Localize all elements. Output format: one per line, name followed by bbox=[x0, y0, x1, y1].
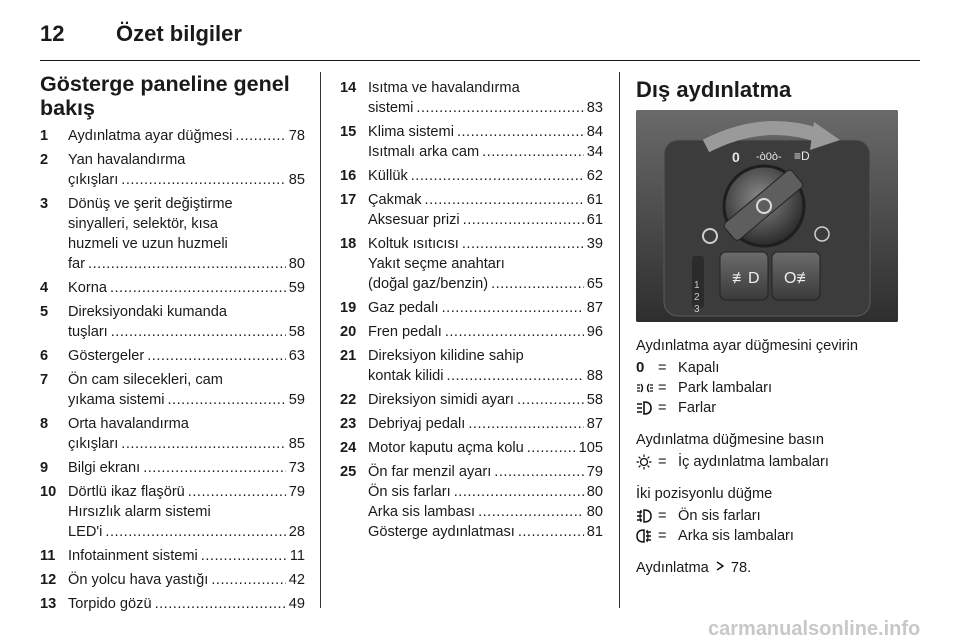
toc-item-label: Yakıt seçme anahtarı bbox=[368, 256, 505, 272]
toc-item-number: 18 bbox=[340, 236, 357, 252]
svg-text:2: 2 bbox=[694, 292, 700, 303]
toc-entry bbox=[340, 122, 603, 162]
overview-title: Gösterge paneline genel bakış bbox=[40, 72, 290, 120]
toc-item-number: 20 bbox=[340, 324, 357, 340]
light-switch-photo bbox=[636, 110, 898, 322]
toc-entry bbox=[40, 126, 305, 146]
toc-item-number: 10 bbox=[40, 484, 57, 500]
toc-line bbox=[68, 126, 305, 146]
toc-entry bbox=[40, 570, 305, 590]
toc-line bbox=[368, 298, 603, 318]
front-fog-icon bbox=[636, 509, 658, 523]
toc-page-number: 73 bbox=[288, 460, 305, 476]
watermark: carmanualsonline.info bbox=[708, 618, 921, 640]
overview-column-1 bbox=[40, 72, 305, 618]
toc-item-label: Ön far menzil ayarı bbox=[368, 464, 492, 480]
toc-item-number: 25 bbox=[340, 464, 357, 480]
toc-page-number: 65 bbox=[586, 276, 603, 292]
toc-item-number: 19 bbox=[340, 300, 357, 316]
toc-entry bbox=[40, 194, 305, 274]
parking-lights-icon bbox=[636, 382, 658, 394]
dot-leader bbox=[155, 594, 286, 614]
toc-page-number: 79 bbox=[288, 484, 305, 500]
dot-leader bbox=[491, 274, 584, 294]
dot-leader bbox=[411, 166, 584, 186]
toc-page-number: 78 bbox=[288, 128, 305, 144]
switch-position-headlights: = Farlar bbox=[636, 398, 920, 418]
toc-item-label: (doğal gaz/benzin) bbox=[368, 276, 489, 292]
toc-line bbox=[68, 170, 305, 190]
dot-leader bbox=[468, 414, 583, 434]
front-fog-item: = Ön sis farları bbox=[636, 506, 920, 526]
toc-line bbox=[368, 502, 603, 522]
toc-entry bbox=[340, 390, 603, 410]
toc-page-number: 79 bbox=[586, 464, 603, 480]
dot-leader bbox=[446, 366, 583, 386]
toc-item-label: Dörtlü ikaz flaşörü bbox=[68, 484, 185, 500]
toc-entry bbox=[40, 546, 305, 566]
toc-item-number: 3 bbox=[40, 196, 49, 212]
toc-item-label: çıkışları bbox=[68, 172, 119, 188]
dot-leader bbox=[201, 546, 287, 566]
toc-item-label: Aydınlatma ayar düğmesi bbox=[68, 128, 233, 144]
toc-item-number: 15 bbox=[340, 124, 357, 140]
toc-item-label: Direksiyon simidi ayarı bbox=[368, 392, 514, 408]
toc-item-label: sistemi bbox=[368, 100, 414, 116]
toc-line bbox=[68, 346, 305, 366]
toc-item-label: Gösterge aydınlatması bbox=[368, 524, 515, 540]
toc-page-number: 61 bbox=[586, 212, 603, 228]
toc-line bbox=[368, 414, 603, 434]
toc-page-number: 80 bbox=[586, 484, 603, 500]
toc-item-number: 6 bbox=[40, 348, 49, 364]
toc-item-number: 16 bbox=[340, 168, 357, 184]
dot-leader bbox=[188, 482, 286, 502]
toc-line bbox=[68, 522, 305, 542]
dot-leader bbox=[463, 210, 584, 230]
toc-item-label: Torpido gözü bbox=[68, 596, 152, 612]
toc-line bbox=[368, 190, 603, 210]
toc-item-label: Ön cam silecekleri, cam bbox=[68, 372, 223, 388]
toc-item-label: Debriyaj pedalı bbox=[368, 416, 466, 432]
toc-entry bbox=[40, 414, 305, 454]
toc-item-label: Ön yolcu hava yastığı bbox=[68, 572, 209, 588]
toc-item-label: Isıtmalı arka cam bbox=[368, 144, 480, 160]
rear-fog-item: = Arka sis lambaları bbox=[636, 526, 920, 546]
dot-leader bbox=[462, 234, 584, 254]
toc-page-number: 42 bbox=[288, 572, 305, 588]
toc-item-number: 5 bbox=[40, 304, 49, 320]
toc-item-number: 2 bbox=[40, 152, 49, 168]
svg-text:≡D: ≡D bbox=[794, 149, 810, 163]
toc-entry bbox=[40, 482, 305, 542]
toc-item-label: Hırsızlık alarm sistemi bbox=[68, 504, 211, 520]
toc-page-number: 80 bbox=[288, 256, 305, 272]
toc-line bbox=[368, 482, 603, 502]
toc-line bbox=[68, 254, 305, 274]
toc-line bbox=[368, 366, 603, 386]
headlights-icon bbox=[636, 401, 658, 415]
toc-item-label: Fren pedalı bbox=[368, 324, 442, 340]
svg-text:0: 0 bbox=[732, 149, 740, 165]
toc-item-label: Direksiyondaki kumanda bbox=[68, 304, 227, 320]
dot-leader bbox=[416, 98, 583, 118]
toc-page-number: 81 bbox=[586, 524, 603, 540]
toc-page-number: 49 bbox=[288, 596, 305, 612]
toc-page-number: 87 bbox=[586, 416, 603, 432]
dot-leader bbox=[143, 458, 286, 478]
switch-position-parking: = Park lambaları bbox=[636, 378, 920, 398]
toc-item-label: Direksiyon kilidine sahip bbox=[368, 348, 524, 364]
toc-item-number: 8 bbox=[40, 416, 49, 432]
toc-item-label: Yan havalandırma bbox=[68, 152, 186, 168]
dot-leader bbox=[110, 278, 286, 298]
toc-entry bbox=[40, 150, 305, 190]
overview-list bbox=[40, 126, 305, 614]
page-reference-arrow-icon bbox=[713, 560, 727, 572]
toc-page-number: 28 bbox=[288, 524, 305, 540]
toc-entry bbox=[340, 322, 603, 342]
toc-entry bbox=[40, 370, 305, 410]
dot-leader bbox=[88, 254, 286, 274]
exterior-lighting-column bbox=[636, 72, 920, 578]
toc-item-number: 9 bbox=[40, 460, 49, 476]
svg-text:O≢: O≢ bbox=[784, 270, 813, 287]
toc-item-label: kontak kilidi bbox=[368, 368, 444, 384]
exterior-lighting-title: Dış aydınlatma bbox=[636, 77, 792, 102]
toc-page-number: 96 bbox=[586, 324, 603, 340]
toc-line bbox=[68, 594, 305, 614]
dot-leader bbox=[425, 190, 584, 210]
off-zero-icon: 0 bbox=[636, 359, 645, 376]
toc-page-number: 80 bbox=[586, 504, 603, 520]
dot-leader bbox=[105, 522, 285, 542]
toc-entry bbox=[340, 298, 603, 318]
toc-entry bbox=[340, 234, 603, 294]
toc-line bbox=[368, 166, 603, 186]
toc-item-label: Ön sis farları bbox=[368, 484, 451, 500]
toc-entry bbox=[40, 278, 305, 298]
turn-switch-caption: Aydınlatma ayar düğmesini çevirin bbox=[636, 338, 858, 354]
dot-leader bbox=[211, 570, 285, 590]
toc-entry bbox=[340, 438, 603, 458]
toc-item-label: Çakmak bbox=[368, 192, 422, 208]
dot-leader bbox=[527, 438, 576, 458]
toc-entry bbox=[40, 458, 305, 478]
overview-column-2 bbox=[340, 78, 603, 546]
toc-line bbox=[68, 546, 305, 566]
toc-item-label: far bbox=[68, 256, 86, 272]
toc-item-label: Orta havalandırma bbox=[68, 416, 189, 432]
toc-item-number: 24 bbox=[340, 440, 357, 456]
toc-line bbox=[368, 210, 603, 230]
toc-item-label: Küllük bbox=[368, 168, 408, 184]
toc-page-number: 83 bbox=[586, 100, 603, 116]
toc-page-number: 63 bbox=[288, 348, 305, 364]
toc-line bbox=[368, 274, 603, 294]
toc-line bbox=[368, 98, 603, 118]
toc-item-label: Klima sistemi bbox=[368, 124, 454, 140]
toc-item-number: 14 bbox=[340, 80, 357, 96]
toc-item-label: Bilgi ekranı bbox=[68, 460, 141, 476]
toc-page-number: 84 bbox=[586, 124, 603, 140]
dot-leader bbox=[457, 122, 584, 142]
toc-page-number: 61 bbox=[586, 192, 603, 208]
overview-list bbox=[340, 78, 603, 542]
toc-item-number: 22 bbox=[340, 392, 357, 408]
toc-page-number: 88 bbox=[586, 368, 603, 384]
toc-item-number: 23 bbox=[340, 416, 357, 432]
toc-item-label: Arka sis lambası bbox=[368, 504, 476, 520]
dot-leader bbox=[518, 522, 584, 542]
toc-line bbox=[368, 462, 603, 482]
toc-entry bbox=[340, 166, 603, 186]
toc-entry bbox=[40, 594, 305, 614]
toc-line bbox=[68, 322, 305, 342]
toc-page-number: 62 bbox=[586, 168, 603, 184]
toc-item-label: yıkama sistemi bbox=[68, 392, 165, 408]
page-number: 12 bbox=[40, 21, 65, 46]
toc-page-number: 105 bbox=[578, 440, 603, 456]
toc-line bbox=[368, 438, 603, 458]
toc-item-label: Motor kaputu açma kolu bbox=[368, 440, 524, 456]
dot-leader bbox=[235, 126, 285, 146]
section-title: Özet bilgiler bbox=[116, 21, 242, 46]
dot-leader bbox=[147, 346, 286, 366]
toc-line bbox=[68, 570, 305, 590]
svg-text:1: 1 bbox=[694, 280, 700, 291]
toc-page-number: 11 bbox=[289, 548, 305, 564]
toc-entry bbox=[340, 346, 603, 386]
toc-line bbox=[368, 390, 603, 410]
header-rule bbox=[40, 60, 920, 61]
dot-leader bbox=[121, 170, 285, 190]
toc-item-label: Korna bbox=[68, 280, 107, 296]
toc-line bbox=[68, 390, 305, 410]
dot-leader bbox=[494, 462, 583, 482]
toc-item-number: 11 bbox=[40, 548, 56, 564]
toc-page-number: 39 bbox=[586, 236, 603, 252]
toc-entry bbox=[340, 462, 603, 542]
svg-text:-ò0ò-: -ò0ò- bbox=[756, 151, 782, 163]
toc-page-number: 34 bbox=[586, 144, 603, 160]
toc-line bbox=[68, 482, 305, 502]
dot-leader bbox=[482, 142, 584, 162]
interior-light-icon bbox=[636, 454, 658, 470]
interior-light-item: = İç aydınlatma lambaları bbox=[636, 452, 920, 472]
toc-line bbox=[368, 122, 603, 142]
toc-item-label: sinyalleri, selektör, kısa bbox=[68, 216, 219, 232]
dot-leader bbox=[111, 322, 286, 342]
toc-line bbox=[368, 142, 603, 162]
dot-leader bbox=[478, 502, 584, 522]
toc-entry bbox=[340, 414, 603, 434]
toc-page-number: 58 bbox=[288, 324, 305, 340]
toc-item-label: Aksesuar prizi bbox=[368, 212, 460, 228]
press-switch-caption: Aydınlatma düğmesine basın bbox=[636, 432, 824, 448]
page-reference: Aydınlatma 78. bbox=[636, 560, 752, 576]
toc-entry bbox=[340, 190, 603, 230]
toc-item-label: çıkışları bbox=[68, 436, 119, 452]
dot-leader bbox=[454, 482, 584, 502]
toc-page-number: 85 bbox=[288, 172, 305, 188]
dot-leader bbox=[121, 434, 285, 454]
toc-line bbox=[68, 278, 305, 298]
toc-item-label: tuşları bbox=[68, 324, 108, 340]
toc-item-label: Infotainment sistemi bbox=[68, 548, 198, 564]
toc-item-number: 12 bbox=[40, 572, 57, 588]
toc-item-number: 1 bbox=[40, 128, 49, 144]
column-divider bbox=[619, 72, 620, 608]
toc-page-number: 58 bbox=[586, 392, 603, 408]
toc-item-number: 21 bbox=[340, 348, 357, 364]
svg-text:≢D: ≢D bbox=[732, 270, 760, 287]
rear-fog-icon bbox=[636, 529, 658, 543]
toc-entry bbox=[340, 78, 603, 118]
toc-item-number: 4 bbox=[40, 280, 49, 296]
toc-item-label: Koltuk ısıtıcısı bbox=[368, 236, 459, 252]
dot-leader bbox=[168, 390, 286, 410]
toc-item-label: Isıtma ve havalandırma bbox=[368, 80, 520, 96]
toc-line bbox=[68, 458, 305, 478]
dot-leader bbox=[445, 322, 584, 342]
toc-page-number: 59 bbox=[288, 392, 305, 408]
toc-entry bbox=[40, 302, 305, 342]
column-divider bbox=[320, 72, 321, 608]
toc-item-label: LED'i bbox=[68, 524, 103, 540]
toc-item-label: Dönüş ve şerit değiştirme bbox=[68, 196, 233, 212]
toc-item-number: 17 bbox=[340, 192, 357, 208]
switch-position-list bbox=[636, 358, 920, 418]
toc-item-label: huzmeli ve uzun huzmeli bbox=[68, 236, 228, 252]
toc-line bbox=[368, 522, 603, 542]
dot-leader bbox=[442, 298, 584, 318]
toc-line bbox=[68, 434, 305, 454]
dot-leader bbox=[517, 390, 584, 410]
switch-position-off: 0 = Kapalı bbox=[636, 359, 720, 376]
toc-page-number: 59 bbox=[288, 280, 305, 296]
toc-page-number: 87 bbox=[586, 300, 603, 316]
toc-item-label: Gaz pedalı bbox=[368, 300, 439, 316]
toc-item-number: 7 bbox=[40, 372, 49, 388]
page-header bbox=[40, 14, 242, 54]
toc-page-number: 85 bbox=[288, 436, 305, 452]
svg-text:3: 3 bbox=[694, 304, 700, 315]
two-position-caption: İki pozisyonlu düğme bbox=[636, 486, 773, 502]
toc-entry bbox=[40, 346, 305, 366]
toc-line bbox=[368, 234, 603, 254]
toc-item-number: 13 bbox=[40, 596, 57, 612]
toc-item-label: Göstergeler bbox=[68, 348, 145, 364]
toc-line bbox=[368, 322, 603, 342]
